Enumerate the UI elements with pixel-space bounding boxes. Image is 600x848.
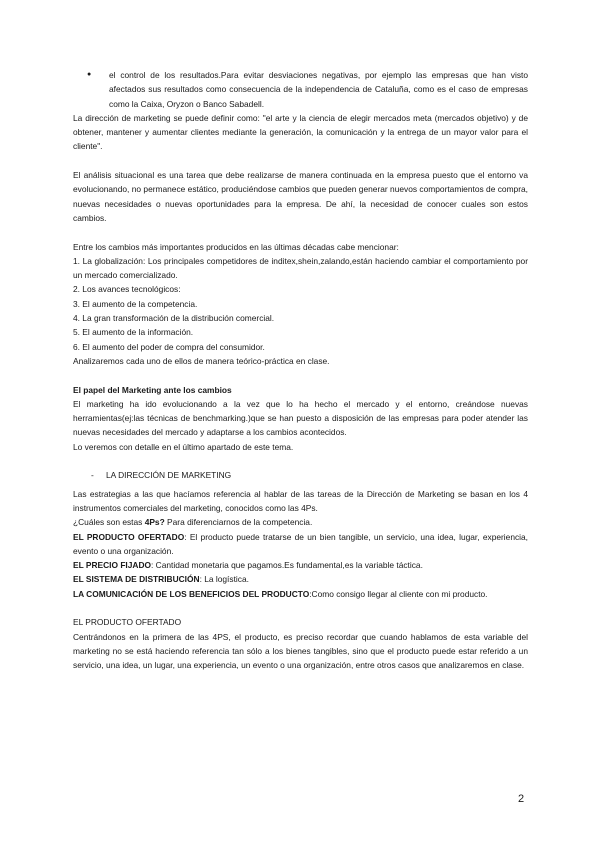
- question-bold: 4Ps?: [144, 517, 165, 528]
- p-producto-text: : El producto puede tratarse de un bien tangible, un servicio, una idea, lugar, experiencia, evento o una organización.: [73, 531, 529, 556]
- p-precio-label: EL PRECIO FIJADO: [73, 560, 152, 571]
- change-item: 5. El aumento de la información.: [73, 327, 194, 338]
- direccion-paragraph: Las estrategias a las que hacíamos referencia al hablar de las tareas de la Dirección de Marketing se basan en los 4 instrumentos comerciales del marketing, conocidos como las 4Ps.: [73, 488, 528, 513]
- changes-intro: Entre los cambios más importantes producidos en las últimas décadas cabe mencionar:: [73, 241, 399, 252]
- p-producto: [73, 530, 528, 559]
- p-precio-text: : Cantidad monetaria que pagamos.Es fundamental,es la variable táctica.: [151, 560, 423, 571]
- definition-paragraph: La dirección de marketing se puede definir como: "el arte y la ciencia de elegir mercados meta (mercados objetivo) y de obtener, mantener y aumentar clientes mediante la generación, la comunicación y la entrega de un mayor valor para el cliente".: [73, 112, 528, 152]
- p-comunicacion: [73, 587, 528, 601]
- document-page: [73, 68, 528, 672]
- change-item: 3. El aumento de la competencia.: [73, 298, 198, 309]
- dash-bullet: -: [91, 470, 94, 481]
- changes-outro: Analizaremos cada uno de ellos de manera teórico-práctica en clase.: [73, 355, 330, 366]
- p-precio: [73, 558, 528, 572]
- situational-analysis-paragraph: El análisis situacional es una tarea que debe realizarse de manera continuada en la empresa puesto que el entorno va evolucionando, no permanece estático, produciéndose cambios que pueden generar nuevos comportamientos de compra, nuevas necesidades o nuevas oportunidades para la empresa. De ahí, la necesidad de conocer cuales son estos cambios.: [73, 170, 528, 223]
- question-text: ¿Cuáles son estas: [73, 517, 145, 528]
- bullet-icon: ●: [87, 71, 92, 78]
- p-distribucion: [73, 572, 528, 586]
- bullet-text: el control de los resultados.Para evitar desviaciones negativas, por ejemplo las empresas que han visto afectados sus resultados como consecuencia de la independencia de Cataluña, como es el caso de empresas como la Caixa, Oryzon o Banco Sabadell.: [109, 70, 528, 109]
- bullet-list-item: [73, 68, 528, 111]
- section-heading-producto: EL PRODUCTO OFERTADO: [73, 617, 182, 628]
- four-ps-question: [73, 515, 528, 529]
- section-heading-papel: El papel del Marketing ante los cambios: [73, 384, 232, 395]
- change-item: 6. El aumento del poder de compra del consumidor.: [73, 341, 265, 352]
- producto-paragraph: Centrándonos en la primera de las 4PS, el producto, es preciso recordar que cuando hablamos de esta variable del marketing no se está haciendo referencia tan sólo a los bienes tangibles, sino que el producto puede estar referido a un servicio, una idea, un lugar, una experiencia, un evento o una organización, entre otros casos que analizaremos en clase.: [73, 631, 528, 671]
- question-text-end: Para diferenciarnos de la competencia.: [164, 517, 313, 528]
- papel-closing: Lo veremos con detalle en el último apartado de este tema.: [73, 441, 294, 452]
- p-producto-label: EL PRODUCTO OFERTADO: [73, 531, 185, 542]
- change-item: 2. Los avances tecnológicos:: [73, 284, 181, 295]
- change-item: 4. La gran transformación de la distribución comercial.: [73, 313, 275, 324]
- papel-paragraph: El marketing ha ido evolucionando a la vez que lo ha hecho el mercado y el entorno, creándose nuevas herramientas(ej:las técnicas de benchmarking.)que se han puesto a disposición de las empresas para poder atender las nuevas necesidades del mercado y adaptarse a los cambios acontecidos.: [73, 398, 528, 438]
- p-comunicacion-label: LA COMUNICACIÓN DE LOS BENEFICIOS DEL PRODUCTO: [73, 588, 310, 599]
- direccion-heading-text: LA DIRECCIÓN DE MARKETING: [106, 470, 232, 481]
- p-distribucion-text: : La logística.: [199, 574, 249, 585]
- p-distribucion-label: EL SISTEMA DE DISTRIBUCIÓN: [73, 574, 200, 585]
- section-heading-direccion: [73, 468, 528, 482]
- change-item: 1. La globalización: Los principales competidores de inditex,shein,zalando,están haciendo cambiar el comportamiento por un mercado comercializado.: [73, 255, 528, 281]
- page-number: 2: [518, 793, 525, 805]
- p-comunicacion-text: :Como consigo llegar al cliente con mi producto.: [309, 588, 488, 599]
